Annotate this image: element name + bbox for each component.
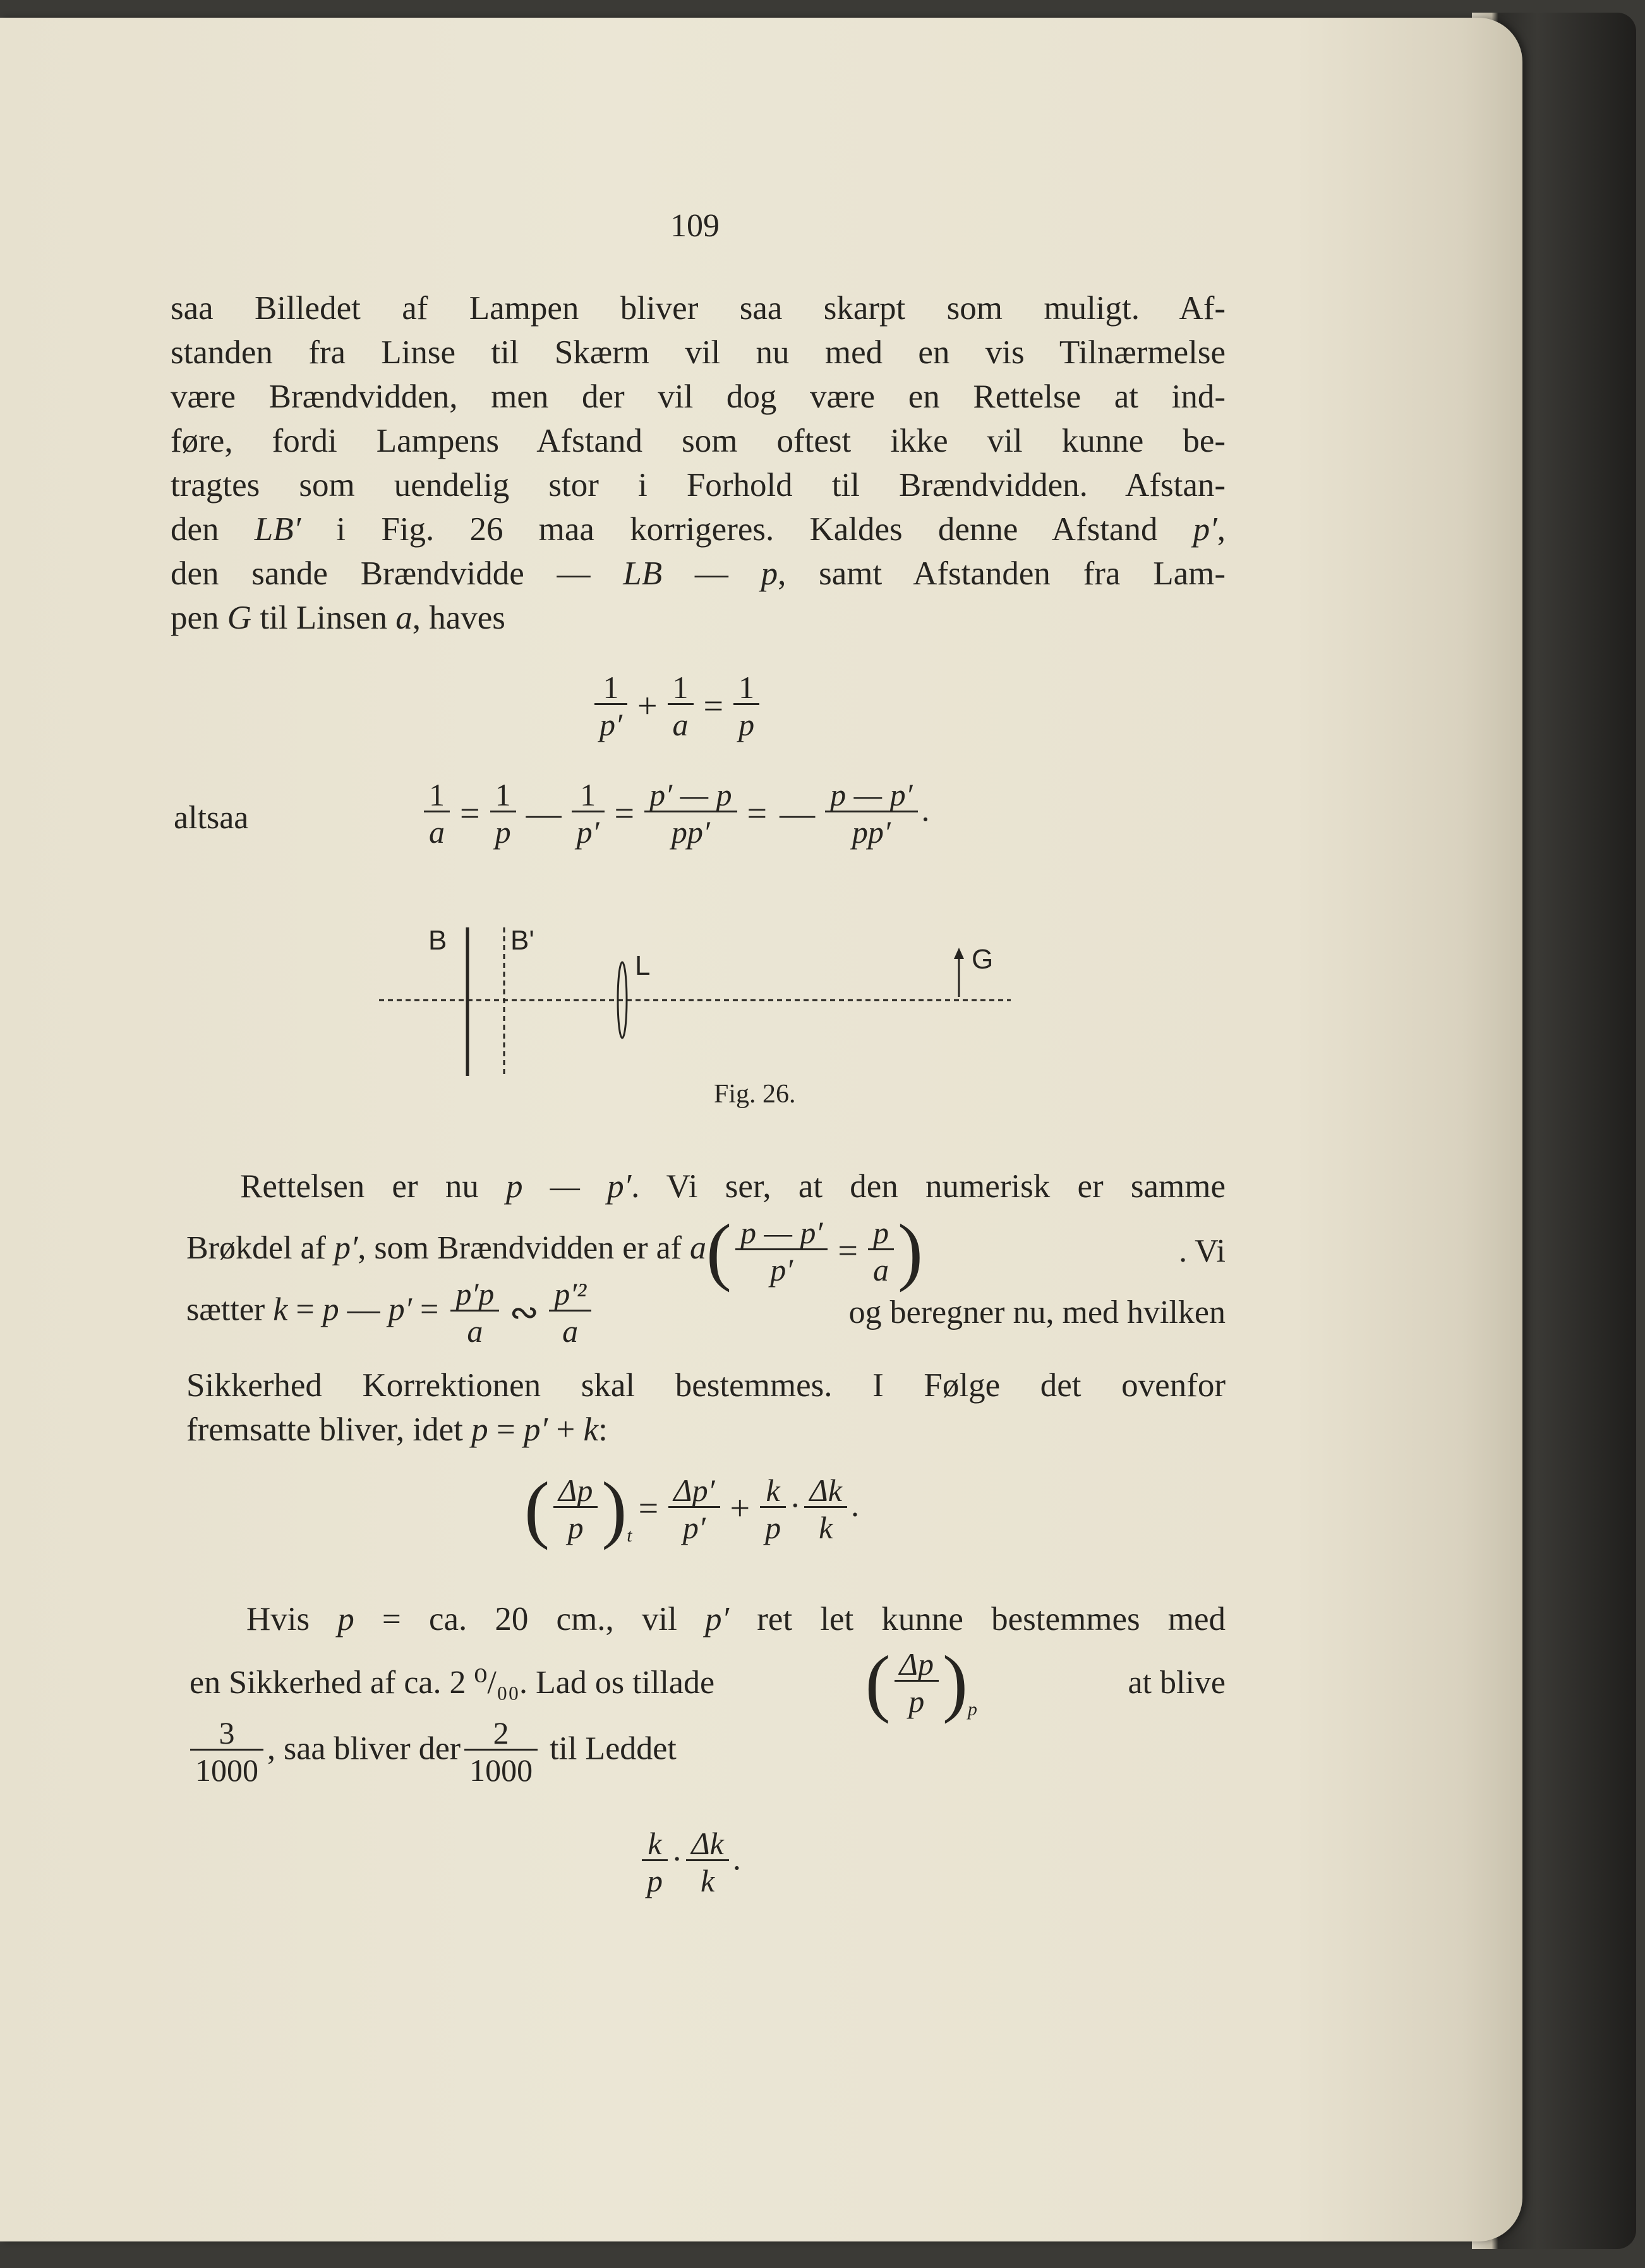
paragraph-2-line-1: Rettelsen er nu p — p′. Vi ser, at den numerisk er samme [240, 1168, 1226, 1205]
paragraph-3-line-1: Hvis p = ca. 20 cm., vil p′ ret let kunne bestemmes med [246, 1601, 1226, 1638]
lamp-g-arrowhead [954, 948, 964, 959]
label-b: B [428, 925, 447, 956]
equation-4: $\frac{k}{p}$ · $\frac{\Delta k}{k}$ . [638, 1828, 741, 1897]
text-line: den LB′ i Fig. 26 maa korrigeres. Kaldes denne Afstand p′, [171, 511, 1226, 548]
paragraph-1 [171, 286, 1226, 640]
equation-3: ( $\frac{\Delta p}{p}$ )$_t=$ $\frac{\Delta p'}{p'}$ + $\frac{k}{p}$ · $\frac{\Delta k}{k}$ . [524, 1466, 859, 1550]
paragraph-3-line-2: en Sikkerhed af ca. 2 ⁰/₀₀. Lad os tillade ( $\frac{\Delta p}{p}$ )$_p$ at blive [190, 1640, 1226, 1724]
page [0, 18, 1522, 2241]
equation-1: $\frac{1}{p'}$ + $\frac{1}{a}$ = $\frac{1}{p}$ [591, 672, 763, 740]
text-line: føre, fordi Lampens Afstand som oftest ikke vil kunne be- [171, 423, 1226, 459]
paragraph-2-line-2: Brøkdel af p′, som Brændvidden er af a( $\frac{p — p'}{p'}$ = $\frac{p}{a}$ ) . Vi [186, 1209, 1226, 1293]
text-line: standen fra Linse til Skærm vil nu med en vis Tilnærmelse [171, 334, 1226, 371]
text-line: være Brændvidden, men der vil dog være en Rettelse at ind- [171, 378, 1226, 415]
text-line: tragtes som uendelig stor i Forhold til Brændvidden. Afstan- [171, 467, 1226, 504]
text-line: pen G til Linsen a, haves [171, 600, 505, 636]
page-number: 109 [670, 208, 720, 244]
label-b-prime: B' [510, 925, 534, 956]
paragraph-2-line-3: sætter k = p — p′ = $\frac{p'p}{a}$ ∾ $\frac{\text{p′²}}{a}$ og beregner nu, med hvilken [186, 1276, 1226, 1349]
figure-caption: Fig. 26. [714, 1080, 796, 1109]
label-g: G [972, 944, 994, 975]
text-line: den sande Brændvidde — LB — p, samt Afstanden fra Lam- [171, 555, 1226, 592]
equation-2: $\frac{1}{a}$ = $\frac{1}{p}$ — $\frac{1}{p'}$ = $\frac{p' — p}{pp'}$ = — $\frac{p — p'}{pp'}$ . [420, 779, 930, 848]
paragraph-2-rest: Sikkerhed Korrektionen skal bestemmes. I Følge det ovenfor fremsatte bliver, idet p = p′ + k: [186, 1367, 1226, 1448]
altsaa-label: altsaa [174, 800, 249, 836]
paragraph-3-line-3: $\frac{3}{1000}$ , saa bliver der $\frac{2}{1000}$ til Leddet [186, 1717, 677, 1786]
text-line: saa Billedet af Lampen bliver saa skarpt som muligt. Af- [171, 290, 1226, 327]
figure-26-diagram [379, 908, 1023, 1085]
label-l: L [635, 950, 651, 981]
